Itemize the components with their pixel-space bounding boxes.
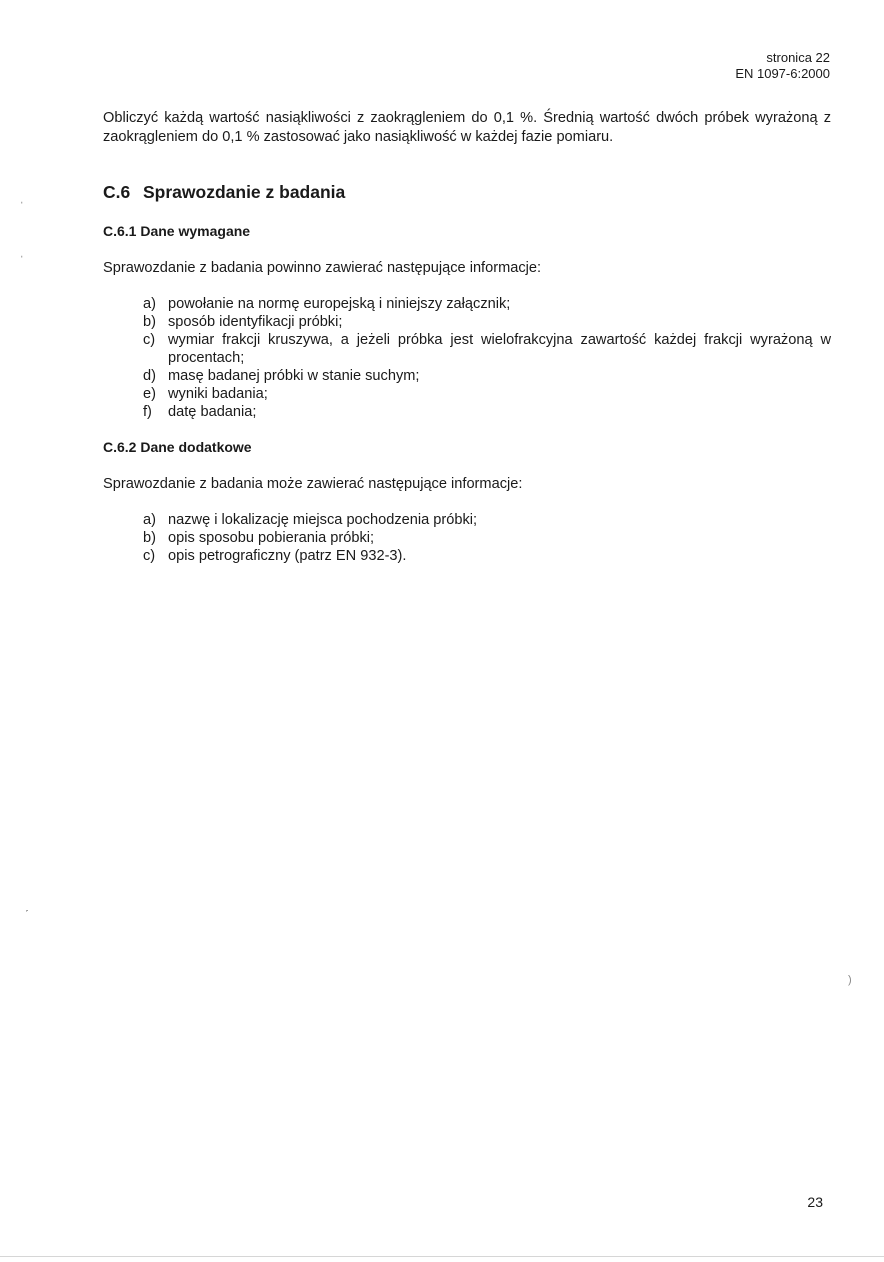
intro-paragraph: Obliczyć każdą wartość nasiąkliwości z zaokrągleniem do 0,1 %. Średnią wartość dwóch próbek wyrażoną z zaokrągleniem do 0,1 % zastosować jako nasiąkliwość w każdej fazie pomiaru. [103, 110, 831, 145]
page-header [735, 50, 830, 82]
list-item [143, 403, 831, 421]
list-item [143, 529, 831, 547]
page-label: stronica 22 [766, 50, 830, 65]
list-item-text: wyniki badania; [168, 386, 268, 402]
list-item-text: nazwę i lokalizację miejsca pochodzenia próbki; [168, 512, 478, 528]
subsection-optional-heading: C.6.2 Dane dodatkowe [103, 439, 252, 455]
list-item [143, 511, 831, 529]
list-marker: b) [143, 314, 156, 330]
scan-speck: ˊ [25, 909, 29, 921]
list-marker: f) [143, 404, 152, 420]
list-item [143, 331, 831, 367]
list-marker: a) [143, 296, 156, 312]
list-item-text: powołanie na normę europejską i niniejszy załącznik; [168, 296, 511, 312]
section-title: Sprawozdanie z badania [143, 182, 346, 202]
section-number: C.6 [103, 182, 131, 202]
list-marker: e) [143, 386, 156, 402]
list-item-text: opis sposobu pobierania próbki; [168, 530, 375, 546]
scan-edge-line [0, 1256, 884, 1257]
section-heading [103, 181, 345, 203]
list-item-text: masę badanej próbki w stanie suchym; [168, 368, 420, 384]
scan-speck: ˈ [20, 201, 24, 213]
list-marker: d) [143, 368, 156, 384]
list-item-text: wymiar frakcji kruszywa, a jeżeli próbka jest wielofrakcyjna zawartość każdej frakcji wyrażoną w procentach; [168, 332, 831, 366]
list-item [143, 313, 831, 331]
list-marker: c) [143, 548, 156, 564]
subsection-required-heading: C.6.1 Dane wymagane [103, 223, 251, 239]
list-marker: c) [143, 332, 156, 348]
page-number: 23 [807, 1194, 823, 1210]
required-lead: Sprawozdanie z badania powinno zawierać następujące informacje: [103, 260, 542, 276]
list-item [143, 547, 831, 565]
list-item-text: opis petrograficzny (patrz EN 932-3). [168, 548, 407, 564]
list-marker: a) [143, 512, 156, 528]
list-marker: b) [143, 530, 156, 546]
list-item [143, 367, 831, 385]
optional-lead: Sprawozdanie z badania może zawierać następujące informacje: [103, 476, 523, 492]
list-item-text: datę badania; [168, 404, 257, 420]
scan-speck: ) [848, 974, 852, 986]
list-item [143, 385, 831, 403]
optional-list [143, 511, 831, 565]
list-item [143, 295, 831, 313]
list-item-text: sposób identyfikacji próbki; [168, 314, 343, 330]
required-list [143, 295, 831, 421]
scan-speck: ˈ [20, 255, 24, 267]
standard-number: EN 1097-6:2000 [735, 66, 830, 81]
